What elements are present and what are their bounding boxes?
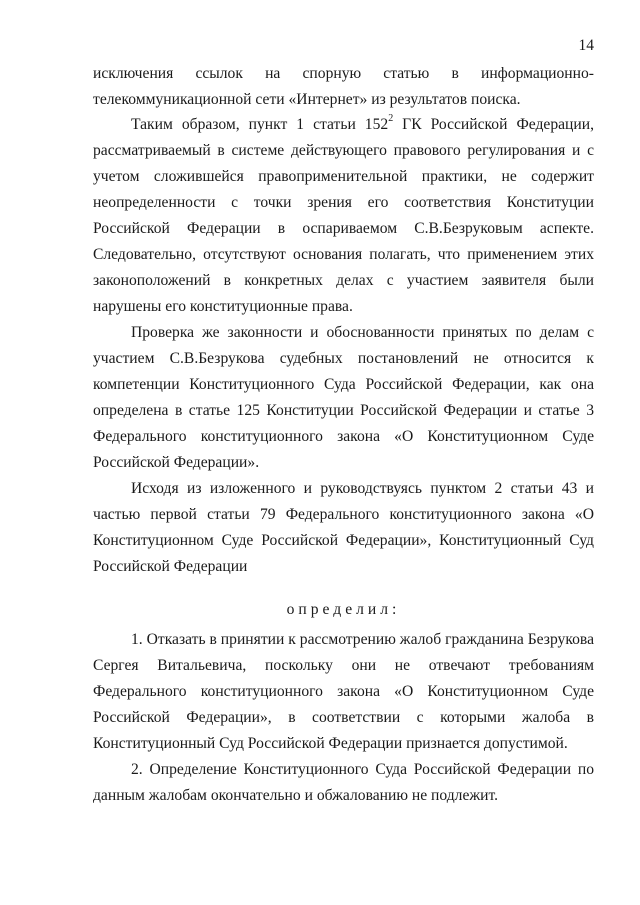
paragraph-text: исключения ссылок на спорную статью в информационно-телекоммуникационной сети «Интернет» из результатов поиска. — [93, 65, 594, 108]
paragraph-text: Проверка же законности и обоснованности принятых по делам с участием С.В.Безрукова судебных постановлений не относится к компетенции Конституционного Суда Российской Федерации, как она определена в статье 125 Конституции Российской Федерации и статье 3 Федерального конституционного закона «О Конституционном Суде Российской Федерации». — [93, 324, 594, 471]
paragraph-basis — [93, 476, 594, 580]
paragraph-text: 2. Определение Конституционного Суда Российской Федерации по данным жалобам окончательно и обжалованию не подлежит. — [93, 761, 594, 804]
ruling-item-1 — [93, 627, 594, 757]
paragraph-text: Исходя из изложенного и руководствуясь пунктом 2 статьи 43 и частью первой статьи 79 Федерального конституционного закона «О Конституционном Суде Российской Федерации», Конституционный Суд Российской Федерации — [93, 480, 594, 575]
paragraph-text: 1. Отказать в принятии к рассмотрению жалоб гражданина Безрукова Сергея Витальевича, поскольку они не отвечают требованиям Федерального конституционного закона «О Конституционном Суде Российской Федерации», в соответствии с которыми жалоба в Конституционный Суд Российской Федерации признается допустимой. — [93, 631, 594, 752]
paragraph-conclusion — [93, 112, 594, 320]
ruling-heading-block — [93, 597, 594, 623]
page-number: 14 — [578, 37, 594, 54]
ruling-item-2 — [93, 757, 594, 809]
paragraph-text-rest: ГК Российской Федерации, рассматриваемый в системе действующего правового регулирования и с учетом сложившейся правоприменительной практики, не содержит неопределенности с точки зрения его соответствия Конституции Российской Федерации в оспариваемом С.В.Безруковым аспекте. Следовательно, отсутствуют основания полагать, что применением этих законоположений в конкретных делах с участием заявителя были нарушены его конституционные права. — [93, 116, 594, 315]
paragraph-text-start: Таким образом, пункт 1 статьи 152 — [131, 116, 389, 133]
paragraph-text — [93, 112, 594, 320]
paragraph-continuation — [93, 61, 594, 113]
paragraph-competence — [93, 320, 594, 476]
article-superscript: 2 — [388, 112, 394, 124]
ruling-heading: определил: — [286, 601, 401, 618]
